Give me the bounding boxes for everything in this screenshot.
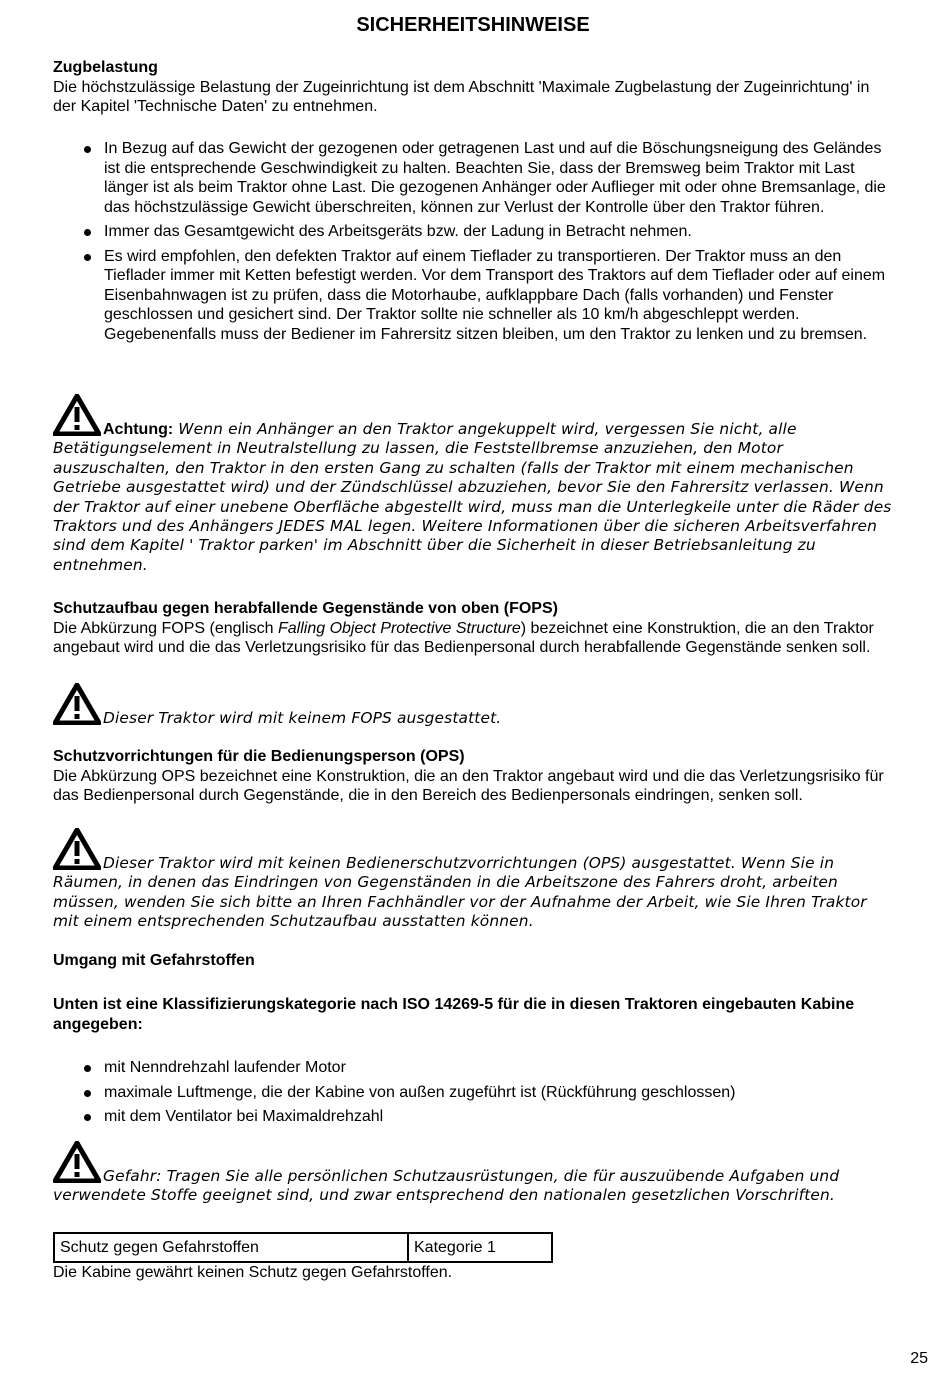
section-fops — [53, 599, 893, 658]
warning-triangle-icon — [53, 683, 101, 725]
list-item: maximale Luftmenge, die der Kabine von außen zugeführt ist (Rückführung geschlossen) — [53, 1083, 893, 1103]
warning-label: Achtung: — [103, 421, 174, 438]
warning-text: Gefahr: Tragen Sie alle persönlichen Schutzausrüstungen, die für auszuübende Aufgaben und verwendete Stoffe geeignet sind, und zwar entsprechend den nationalen gesetzlichen Vorschriften. — [53, 1167, 840, 1205]
zugbelastung-bullet-list — [53, 139, 893, 349]
section-zugbelastung — [53, 58, 893, 117]
table-cell: Schutz gegen Gefahrstoffen — [54, 1233, 408, 1262]
warning-triangle-icon — [53, 1141, 101, 1183]
bullet-dot-icon — [84, 254, 91, 261]
warning-triangle-icon — [53, 828, 101, 870]
section-heading: Umgang mit Gefahrstoffen — [53, 952, 255, 969]
table-row — [54, 1233, 552, 1262]
warning-gefahr — [53, 1141, 893, 1206]
bullet-dot-icon — [84, 146, 91, 153]
warning-triangle-icon — [53, 394, 101, 436]
section-heading: Schutzaufbau gegen herabfallende Gegenstände von oben (FOPS) — [53, 600, 558, 617]
classification-table-block — [53, 1232, 893, 1283]
list-item: Es wird empfohlen, den defekten Traktor auf einem Tieflader zu transportieren. Der Traktor muss an den Tieflader immer mit Ketten befestigt werden. Vor dem Transport des Traktors auf dem Tieflader oder auf einem Eisenbahnwagen ist zu prüfen, dass die Motorhaube, aufklappbare Dach (falls vorhanden) und Fenster geschlossen und gesichert sind. Der Traktor sollte nie schneller als 10 km/h abgeschleppt werden. Gegebenenfalls muss der Bediener im Fahrersitz sitzen bleiben, um den Traktor zu lenken und zu bremsen. — [53, 247, 893, 345]
section-text: Die höchstzulässige Belastung der Zugeinrichtung ist dem Abschnitt 'Maximale Zugbelastung der Zugeinrichtung' in der Kapitel 'Technische Daten' zu entnehmen. — [53, 78, 870, 115]
list-item: Immer das Gesamtgewicht des Arbeitsgeräts bzw. der Ladung in Betracht nehmen. — [53, 222, 893, 242]
bullet-dot-icon — [84, 1114, 91, 1121]
warning-achtung — [53, 394, 893, 575]
list-item: mit dem Ventilator bei Maximaldrehzahl — [53, 1107, 893, 1127]
warning-ops — [53, 828, 893, 932]
table-note: Die Kabine gewährt keinen Schutz gegen Gefahrstoffen. — [53, 1264, 453, 1281]
bullet-dot-icon — [84, 1090, 91, 1097]
gefahrstoffe-bullet-list — [53, 1058, 893, 1132]
warning-text: Dieser Traktor wird mit keinen Bedienerschutzvorrichtungen (OPS) ausgestattet. Wenn Sie in Räumen, in denen das Eindringen von Gegenständen in die Arbeitszone des Fahrers droht, arbeiten müssen, wenden Sie sich bitte an Ihren Fachhändler vor der Aufnahme der Arbeit, wie Sie Ihren Traktor mit einem entsprechenden Schutzaufbau ausstatten können. — [53, 854, 867, 931]
page-title: SICHERHEITSHINWEISE — [356, 14, 590, 36]
warning-fops — [53, 683, 893, 728]
section-subheading-block — [53, 995, 893, 1034]
section-subheading: Unten ist eine Klassifizierungskategorie nach ISO 14269-5 für die in diesen Traktoren eingebauten Kabine angegeben: — [53, 996, 855, 1033]
section-heading: Zugbelastung — [53, 59, 158, 76]
section-ops — [53, 747, 893, 806]
warning-text: Dieser Traktor wird mit keinem FOPS ausgestattet. — [103, 709, 502, 727]
section-text: Die Abkürzung FOPS (englisch Falling Object Protective Structure) bezeichnet eine Konstruktion, die an den Traktor angebaut wird und die das Verletzungsrisiko für das Bedienpersonal durch herabfallende Gegenstände senken soll. — [53, 619, 874, 656]
classification-table — [53, 1232, 553, 1263]
list-item: mit Nenndrehzahl laufender Motor — [53, 1058, 893, 1078]
bullet-dot-icon — [84, 1065, 91, 1072]
section-text: Die Abkürzung OPS bezeichnet eine Konstruktion, die an den Traktor angebaut wird und die das Verletzungsrisiko für das Bedienpersonal durch Gegenstände, die in den Bereich des Bedienpersonals eindringen, senken soll. — [53, 767, 884, 804]
bullet-dot-icon — [84, 229, 91, 236]
list-item: In Bezug auf das Gewicht der gezogenen oder getragenen Last und auf die Böschungsneigung des Geländes ist die entsprechende Geschwindigkeit zu halten. Beachten Sie, dass der Bremsweg beim Traktor mit Last länger ist als beim Traktor ohne Last. Die gezogenen Anhänger oder Auflieger mit oder ohne Bremsanlage, die das höchstzulässige Gewicht überschreiten, können zur Verlust der Kontrolle über den Traktor führen. — [53, 139, 893, 217]
warning-text: Wenn ein Anhänger an den Traktor angekuppelt wird, vergessen Sie nicht, alle Betätigungselement in Neutralstellung zu lassen, die Feststellbremse anzuziehen, den Motor auszuschalten, den Traktor in den ersten Gang zu schalten (falls der Traktor mit einem mechanischen Getriebe ausgestattet wird) und der Zündschlüssel abzuziehen, bevor Sie den Fahrersitz verlassen. Wenn der Traktor auf einer unebene Oberfläche abgestellt wird, muss man die Unterlegkeile unter die Räder des Traktors und des Anhängers JEDES MAL legen. Weitere Informationen über die sicheren Arbeitsverfahren sind dem Kapitel ' Traktor parken' im Abschnitt über die Sicherheit in dieser Betriebsanleitung zu entnehmen. — [53, 420, 892, 574]
table-cell: Kategorie 1 — [408, 1233, 552, 1262]
section-gefahrstoffe — [53, 951, 893, 971]
page-number: 25 — [910, 1349, 928, 1367]
section-heading: Schutzvorrichtungen für die Bedienungsperson (OPS) — [53, 748, 465, 765]
